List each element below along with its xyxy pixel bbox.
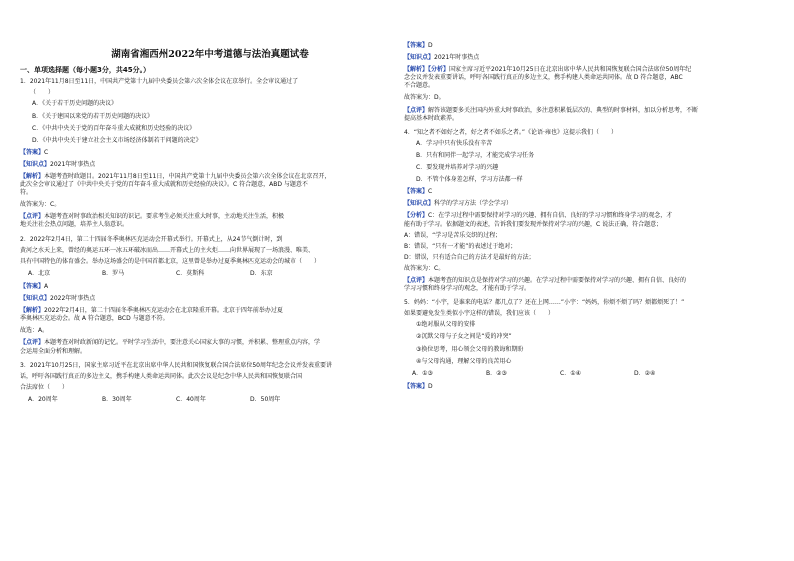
question-stem-line: 1．2021年11月8日至11日，中国共产党第十九届中央委员会第六次全体会议在京举行。全会审议通过了 (20, 78, 299, 86)
question-stem-line: 黄河之水天上来，曾经的奥运五环一冰五环破冰而出……开幕式上的主火炬……向世界展现了一场浪漫、唯美、 (20, 246, 315, 254)
analysis-line: D：错误，只有适合自己的方法才是最好的方法； (404, 253, 535, 261)
comment-tag: 【点评】 (20, 213, 45, 221)
analysis-text: C：在学习过程中需要保持对学习的兴趣、拥有自信、良好的学习习惯和终身学习的观念，才 (428, 212, 673, 220)
option-a: A．学习中只有快乐没有辛苦 (416, 139, 493, 147)
knowledge-point-line (20, 161, 400, 169)
analysis-head: 【分析】 (404, 212, 429, 220)
left-column (20, 0, 400, 410)
question-5 (404, 299, 784, 391)
comment-line: 会运用全面分析和理解。 (20, 347, 87, 355)
option-d: D．②④ (634, 369, 656, 377)
option-d: D．东京 (250, 269, 273, 277)
question-3-solution (404, 42, 784, 123)
comment-text: 本题考查对时政新闻的记忆。平时学习生活中，要注意关心国家大事的习惯，并积累、整理重点内容，学 (44, 339, 321, 347)
option-b: B．罗马 (102, 269, 125, 277)
analysis-text: 2022年2月4日，第二十四届冬季奥林匹克运动会在北京隆重开幕。北京于四年前举办过夏 (44, 307, 283, 315)
answer-value: D (428, 382, 433, 390)
option-c: C．40周年 (176, 395, 206, 403)
option-a: A．20周年 (28, 395, 58, 403)
option-b: B．②③ (486, 369, 507, 377)
result-line: 故答案为：D。 (404, 94, 445, 102)
answer-tag: 【答案】 (404, 42, 429, 49)
answer-value: D (428, 42, 433, 49)
comment-tag: 【点评】 (404, 276, 429, 284)
comment-line (20, 339, 400, 347)
result-line: 故选：A。 (20, 327, 49, 335)
answer-tag: 【答案】 (20, 148, 45, 156)
analysis-tag: 【解析】 (20, 307, 45, 315)
knowledge-point-line (20, 295, 400, 303)
knowledge-point-tag: 【知识点】 (404, 200, 435, 208)
question-3 (20, 362, 400, 404)
comment-text: 本题考查的知识点是保持对学习的兴趣。在学习过程中需要保持对学习的兴趣、拥有自信、良好的 (428, 276, 687, 284)
comment-line (404, 107, 784, 115)
answer-value: A (44, 282, 49, 290)
analysis-text: 国家主席习近平2021年10月25日在北京出席中华人民共和国恢复联合国合法席位50周年纪 (449, 66, 692, 74)
comment-line: 地关注社会热点问题，培养主人翁意识。 (20, 221, 129, 229)
knowledge-point-value: 2021年时事热点 (434, 54, 480, 62)
option-b: B．《关于建国以来党的若干历史问题的决议》 (32, 112, 154, 120)
question-stem-line: 具有中国特色的体育盛会。举办这场盛会的是中国首都北京，这里曾是举办过夏季奥林匹克运动会的城市（ ） (20, 257, 321, 265)
analysis-line: B：错误，“只有一才能”的表述过于绝对； (404, 242, 517, 250)
statement-item: ①绝对服从父母的安排 (416, 321, 476, 329)
option-a: A．①③ (412, 369, 433, 377)
answer-line (404, 42, 784, 50)
question-2 (20, 236, 400, 356)
comment-line: 提高基本时政素养。 (404, 114, 459, 122)
analysis-line: 能有助于学习。依据题文的表述，告诉我们要发现并保持对学习的兴趣，C 说法正确，符合题意； (404, 220, 663, 228)
analysis-line (20, 307, 400, 315)
option-d: D．不管个体身差怎样，学习方法都一样 (416, 176, 523, 184)
answer-tag: 【答案】 (404, 188, 429, 196)
question-stem-line: 如果要避免发生类似小宇这样的错误，我们应该（ ） (404, 310, 555, 318)
analysis-head: 【分析】 (428, 66, 450, 74)
analysis-line (404, 212, 784, 220)
knowledge-point-value: 2022年时事热点 (50, 295, 96, 303)
result-line: 故答案为：C。 (404, 264, 445, 272)
comment-tag: 【点评】 (20, 339, 45, 347)
question-stem-line: 4．“知之者不如好之者，好之者不如乐之者。”《论语·雍也》这提示我们（ ） (404, 128, 617, 136)
question-stem-line: 2．2022年2月4日，第二十四届冬季奥林匹克运动会开幕式举行。开幕式上，从24节气倒计时，到 (20, 235, 283, 243)
analysis-line: 符。 (20, 189, 33, 197)
answer-line (404, 188, 784, 196)
answer-line (20, 149, 400, 157)
analysis-line: 念会议并发表重要讲话，呼吁各国践行真正的多边主义，携手构建人类命运共同体。故 D 符合题意，ABC (404, 74, 683, 82)
analysis-line: 不合题意。 (404, 82, 435, 90)
options-row (28, 396, 400, 404)
knowledge-point-value: 科学的学习方法（学会学习） (434, 200, 513, 208)
option-c: C．要发现并培养对学习的兴趣 (416, 164, 499, 172)
answer-value: C (44, 148, 49, 156)
option-c: C．①④ (560, 369, 581, 377)
statement-item: ④与父母沟通，理解父母的良苦用心 (416, 357, 512, 365)
analysis-line (20, 173, 400, 181)
answer-tag: 【答案】 (20, 282, 45, 290)
comment-text: 本题考查对时事政治相关知识的识记。要求考生必须关注重大时事，主动地关注生活，积极 (44, 213, 285, 221)
question-stem-line: 3．2021年10月25日，国家主席习近平在北京出席中华人民共和国恢复联合国合法席位50周年纪念会议并发表重要讲 (20, 361, 332, 369)
question-stem-line: 5．妈妈：“小宇，是谁来的电话？都几点了？还在上网……”小宇：“妈妈，你烦不烦了吗？烦都烦死了！” (404, 299, 685, 307)
comment-line: 学习习惯和终身学习的观念，才能有助于学习。 (404, 285, 531, 293)
comment-tag: 【点评】 (404, 106, 429, 114)
option-c: C．《中共中央关于党的百年奋斗重大成就和历史经验的决议》 (32, 124, 196, 132)
statement-item: ②沉默父母与子女之间是“爱的冲突” (416, 333, 512, 341)
option-c: C．莫斯科 (176, 269, 205, 277)
question-stem-line: （ ） (30, 89, 55, 97)
answer-line (20, 283, 400, 291)
analysis-text: 本题考查时政题目。2021年11月8日至11日，中国共产党第十九届中央委员会第六次全体会议在北京召开， (44, 173, 331, 180)
option-b: B．30周年 (102, 395, 132, 403)
analysis-tag: 【解析】 (404, 66, 429, 74)
knowledge-point-tag: 【知识点】 (404, 54, 435, 62)
question-4 (404, 129, 784, 293)
section-heading: 一、单项选择题（每小题3分，共45分。） (20, 65, 151, 74)
analysis-line: A：错误，“学习是苦乐交织的过程； (404, 231, 502, 239)
statement-item: ③换位思考，用心领会父母的教诲和期盼 (416, 345, 524, 353)
question-stem-line: 合法席位（ ） (20, 383, 69, 391)
analysis-line: 此次全会审议通过了《中共中央关于党的百年奋斗重大成就和历史经验的决议》。C 符合题意，ABD 与题意不 (20, 181, 308, 189)
page-title: 湖南省湘西州2022年中考道德与法治真题试卷 (111, 49, 309, 60)
right-column (404, 38, 784, 397)
knowledge-point-line (404, 200, 784, 208)
option-d: D．《中共中央关于建立社会主义市场经济体制若干问题的决定》 (32, 136, 202, 144)
answer-value: C (428, 188, 433, 196)
analysis-tag: 【解析】 (20, 173, 45, 180)
knowledge-point-tag: 【知识点】 (20, 160, 51, 168)
options-row (412, 370, 784, 378)
option-b: B．只有和同伴一起学习，才能完成学习任务 (416, 151, 535, 159)
option-d: D．50周年 (250, 395, 281, 403)
question-1 (20, 78, 400, 229)
analysis-line: 季奥林匹克运动会。故 A 符合题意，BCD 与题意不符。 (20, 315, 169, 323)
result-line: 故答案为：C。 (20, 201, 61, 209)
option-a: A．北京 (28, 269, 51, 277)
option-a: A．《关于若干历史问题的决议》 (32, 100, 118, 108)
question-stem-line: 话，呼吁各国践行真正的多边主义，携手构建人类命运共同体。此次会议是纪念中华人民共和国恢复联合国 (20, 372, 303, 380)
options-row (28, 270, 400, 278)
answer-line (404, 383, 784, 391)
comment-text: 解答该题要多关注国内外重大时事政治，多注意积累低层次的、典型的时事材料，加以分析思考，不断 (428, 106, 699, 114)
comment-line (404, 277, 784, 285)
knowledge-point-value: 2021年时事热点 (50, 160, 96, 168)
knowledge-point-line (404, 54, 784, 62)
knowledge-point-tag: 【知识点】 (20, 295, 51, 303)
answer-tag: 【答案】 (404, 382, 429, 390)
